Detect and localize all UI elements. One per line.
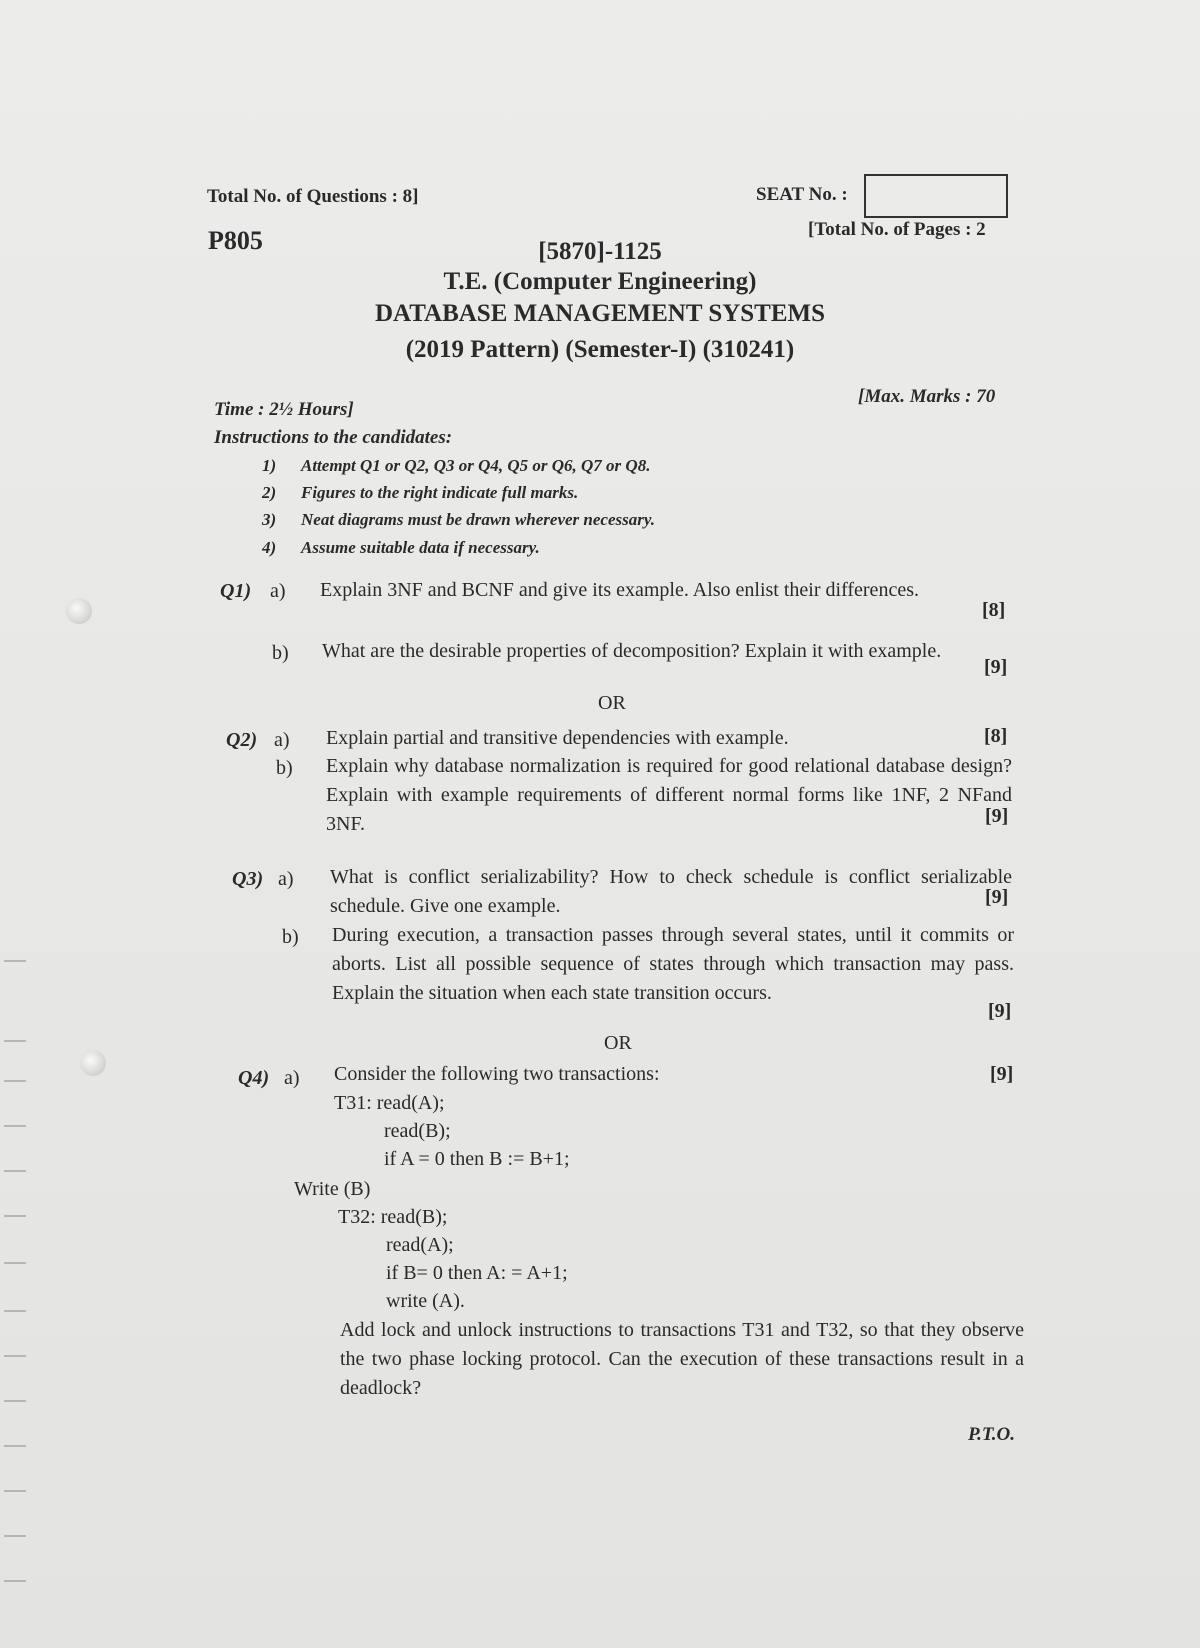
part-label: a) bbox=[270, 580, 286, 602]
part-label: a) bbox=[274, 729, 290, 751]
edge-mark bbox=[4, 1580, 26, 1582]
code-line: read(A); bbox=[386, 1234, 454, 1256]
question-text: What are the desirable properties of decomposition? Explain it with example. bbox=[322, 640, 942, 662]
question-text: During execution, a transaction passes through several states, until it commits or aborts. List all possible sequence of states through which transaction may pass. Explain the situation when each state transition occurs. bbox=[332, 924, 1014, 1004]
question-text: Explain why database normalization is required for good relational database design? Explain with example requirements of different normal forms like 1NF, 2 NFand 3NF. bbox=[326, 755, 1012, 835]
marks: [9] bbox=[988, 1000, 1012, 1022]
or-separator: OR bbox=[598, 692, 626, 714]
edge-mark bbox=[4, 1040, 26, 1042]
instruction-number: 4) bbox=[262, 538, 277, 557]
code-line: if B= 0 then A: = A+1; bbox=[386, 1262, 568, 1284]
instruction-text: Attempt Q1 or Q2, Q3 or Q4, Q5 or Q6, Q7 or Q8. bbox=[301, 456, 651, 475]
question-number: Q4) bbox=[238, 1067, 270, 1089]
course-title: T.E. (Computer Engineering) bbox=[443, 268, 757, 295]
punch-hole-bottom bbox=[80, 1050, 106, 1076]
part-label: b) bbox=[276, 757, 293, 779]
part-label: b) bbox=[272, 642, 289, 664]
subject-title: DATABASE MANAGEMENT SYSTEMS bbox=[374, 300, 826, 327]
pattern-title: (2019 Pattern) (Semester-I) (310241) bbox=[405, 336, 795, 363]
or-separator: OR bbox=[604, 1032, 632, 1054]
code-line: T31: read(A); bbox=[334, 1092, 445, 1114]
edge-mark bbox=[4, 960, 26, 962]
marks: [8] bbox=[982, 599, 1006, 621]
marks: [8] bbox=[984, 725, 1008, 747]
edge-mark bbox=[4, 1535, 26, 1537]
code-line: write (A). bbox=[386, 1290, 465, 1312]
edge-mark bbox=[4, 1215, 26, 1217]
edge-mark bbox=[4, 1262, 26, 1264]
marks: [9] bbox=[990, 1063, 1014, 1085]
part-label: a) bbox=[278, 868, 294, 890]
code-line: Write (B) bbox=[294, 1178, 371, 1200]
instruction-text: Neat diagrams must be drawn wherever necessary. bbox=[301, 510, 656, 529]
instruction-text: Figures to the right indicate full marks. bbox=[301, 483, 579, 502]
total-questions: Total No. of Questions : 8] bbox=[207, 186, 419, 207]
marks: [9] bbox=[985, 886, 1009, 908]
instructions-title: Instructions to the candidates: bbox=[214, 427, 453, 448]
edge-mark bbox=[4, 1445, 26, 1447]
instruction-number: 3) bbox=[262, 510, 277, 529]
seat-no-label: SEAT No. : bbox=[756, 184, 848, 205]
question-number: Q1) bbox=[220, 580, 252, 602]
question-number: Q2) bbox=[226, 729, 258, 751]
edge-mark bbox=[4, 1080, 26, 1082]
time-allowed: Time : 2½ Hours] bbox=[214, 399, 354, 420]
question-text: Add lock and unlock instructions to transactions T31 and T32, so that they observe the two phase locking protocol. Can the execution of these transactions result in a deadlock? bbox=[340, 1319, 1024, 1399]
punch-hole-top bbox=[66, 598, 92, 624]
question-text: What is conflict serializability? How to check schedule is conflict serializable schedule. Give one example. bbox=[330, 866, 1012, 917]
code-line: if A = 0 then B := B+1; bbox=[384, 1148, 570, 1170]
marks: [9] bbox=[984, 656, 1008, 678]
instruction-number: 2) bbox=[262, 483, 277, 502]
edge-mark bbox=[4, 1170, 26, 1172]
edge-mark bbox=[4, 1400, 26, 1402]
edge-mark bbox=[4, 1490, 26, 1492]
instruction-number: 1) bbox=[262, 456, 277, 475]
part-label: b) bbox=[282, 926, 299, 948]
total-pages: [Total No. of Pages : 2 bbox=[808, 219, 986, 240]
question-text: Explain 3NF and BCNF and give its example. Also enlist their differences. bbox=[320, 579, 919, 601]
edge-mark bbox=[4, 1125, 26, 1127]
question-text: Consider the following two transactions: bbox=[334, 1063, 660, 1085]
edge-mark bbox=[4, 1355, 26, 1357]
question-text: Explain partial and transitive dependencies with example. bbox=[326, 727, 789, 749]
seat-no-box bbox=[864, 174, 1008, 218]
max-marks: [Max. Marks : 70 bbox=[858, 386, 996, 407]
part-label: a) bbox=[284, 1067, 300, 1089]
code-line: T32: read(B); bbox=[338, 1206, 448, 1228]
pto-label: P.T.O. bbox=[968, 1424, 1015, 1445]
question-number: Q3) bbox=[232, 868, 264, 890]
edge-mark bbox=[4, 1310, 26, 1312]
paper-code: P805 bbox=[208, 226, 263, 255]
marks: [9] bbox=[985, 805, 1009, 827]
code-line: read(B); bbox=[384, 1120, 451, 1142]
exam-code: [5870]-1125 bbox=[538, 238, 662, 265]
instruction-text: Assume suitable data if necessary. bbox=[301, 538, 540, 557]
